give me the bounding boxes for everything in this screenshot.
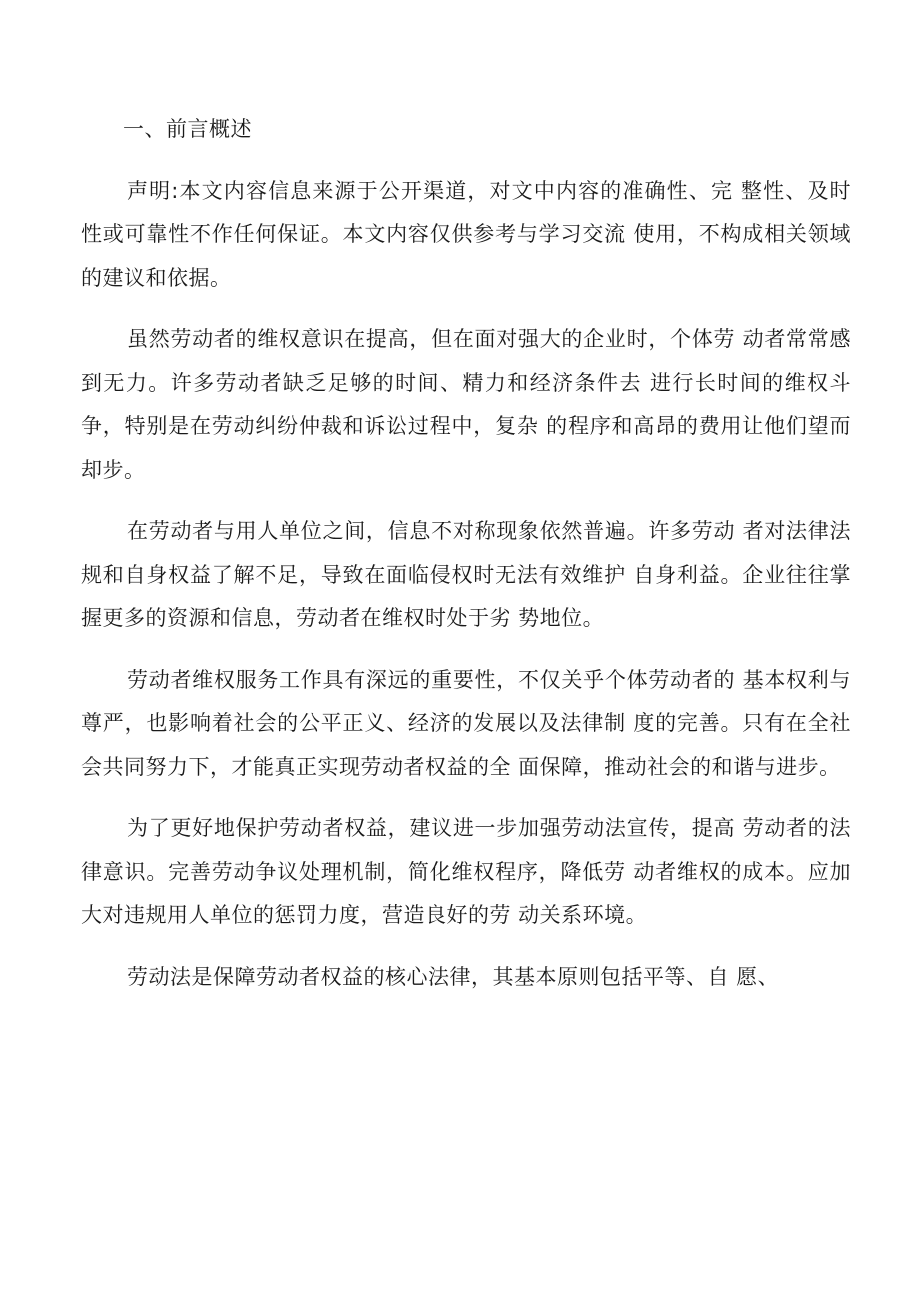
paragraph-importance: 劳动者维权服务工作具有深远的重要性，不仅关乎个体劳动者的 基本权利与尊严，也影响着社会的公平正义、经济的发展以及法律制 度的完善。只有在全社会共同努力下，才能真正实现劳动者权益的全 面保障，推动社会的和谐与进步。	[81, 667, 851, 779]
paragraph-labor-law: 劳动法是保障劳动者权益的核心法律，其基本原则包括平等、自 愿、	[127, 964, 780, 989]
paragraph-awareness: 虽然劳动者的维权意识在提高，但在面对强大的企业时，个体劳 动者常常感到无力。许多劳动者缺乏足够的时间、精力和经济条件去 进行长时间的维权斗争，特别是在劳动纠纷仲裁和诉讼过程中，复杂 的程序和高昂的费用让他们望而却步。	[81, 327, 851, 482]
paragraph-information-asymmetry: 在劳动者与用人单位之间，信息不对称现象依然普遍。许多劳动 者对法律法规和自身权益了解不足，导致在面临侵权时无法有效维护 自身利益。企业往往掌握更多的资源和信息，劳动者在维权时处于劣 势地位。	[81, 519, 851, 630]
paragraph-recommendations: 为了更好地保护劳动者权益，建议进一步加强劳动法宣传，提高 劳动者的法律意识。完善劳动争议处理机制，简化维权程序，降低劳 动者维权的成本。应加大对违规用人单位的惩罚力度，营造良好的劳 动关系环境。	[81, 816, 851, 927]
section-heading: 一、前言概述	[123, 117, 252, 141]
paragraph-disclaimer: 声明:本文内容信息来源于公开渠道，对文中内容的准确性、完 整性、及时性或可靠性不作任何保证。本文内容仅供参考与学习交流 使用，不构成相关领域的建议和依据。	[81, 178, 851, 290]
document-body	[81, 108, 851, 1017]
